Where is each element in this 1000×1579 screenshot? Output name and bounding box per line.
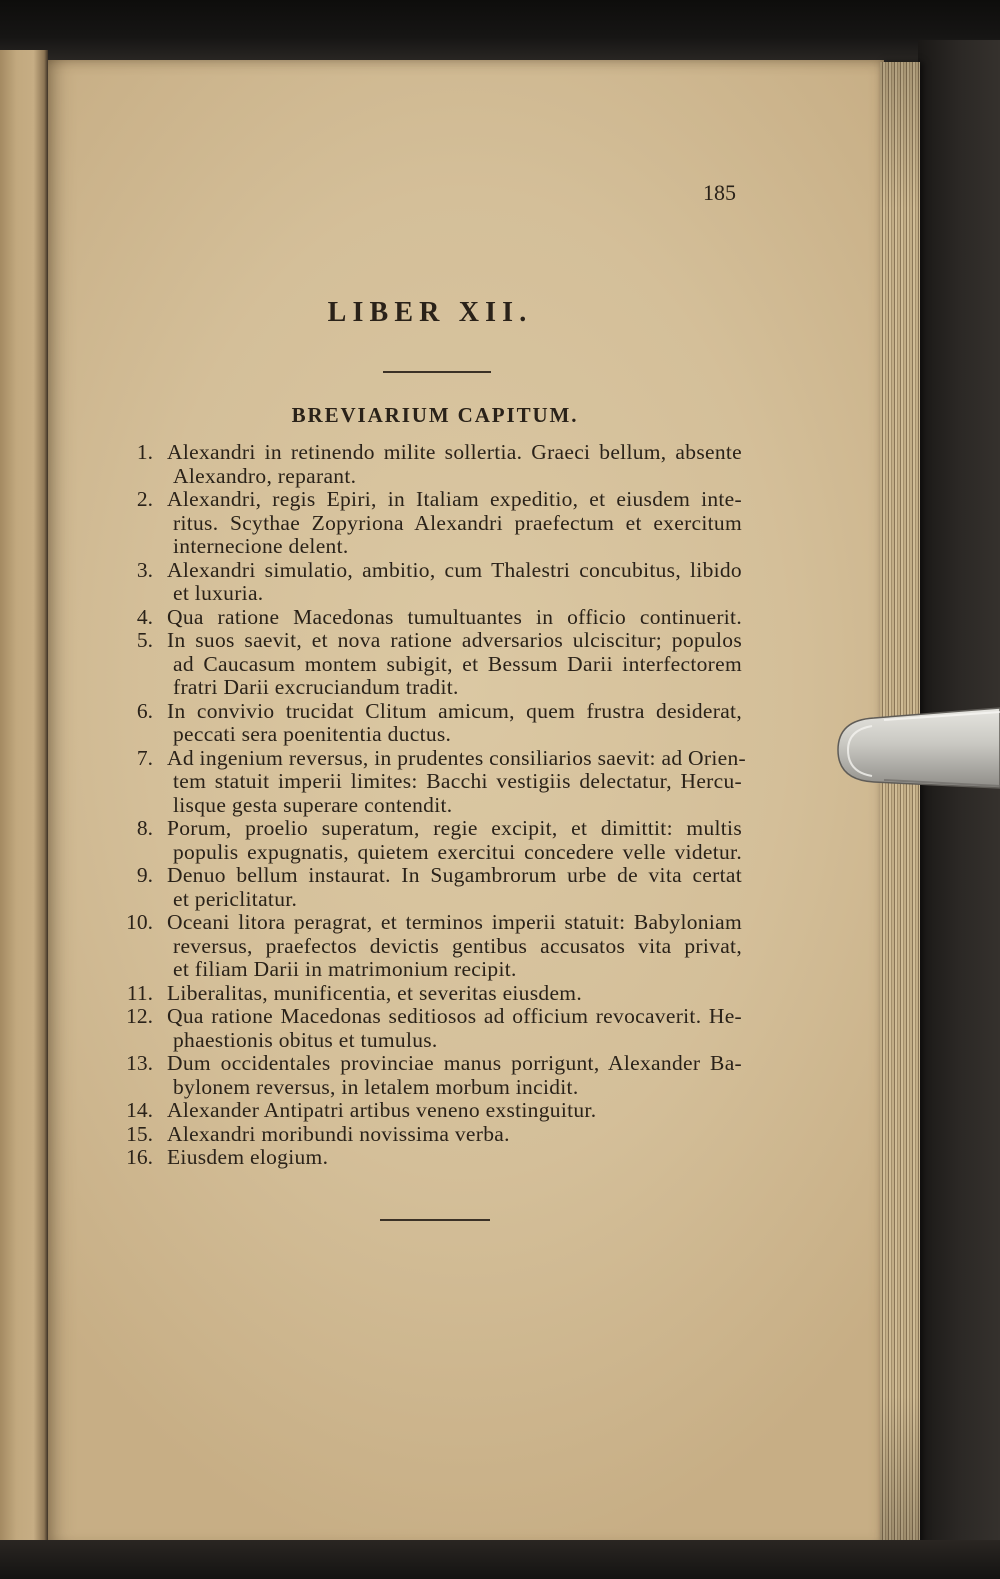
scan-background-top (0, 0, 1000, 62)
chapter-text-line: Alexandri in retinendo milite sollertia. Graeci bellum, absente (167, 440, 742, 464)
chapter-text-line: In convivio trucidat Clitum amicum, quem frustra desiderat, (167, 698, 742, 723)
chapter-number: 1. (136, 440, 153, 464)
chapter-number: 14. (126, 1098, 153, 1122)
chapter-text-line: ritus. Scythae Zopyriona Alexandri praefectum et exercitum (173, 510, 742, 535)
chapter-item (110, 1123, 760, 1147)
chapter-text-line: Qua ratione Macedonas tumultuantes in officio continuerit. (167, 604, 742, 629)
chapter-text-line: bylonem reversus, in letalem morbum incidit. (173, 1074, 579, 1099)
chapter-text-line: Alexandri, regis Epiri, in Italiam expeditio, et eiusdem inte- (167, 487, 742, 511)
chapter-text-line: Qua ratione Macedonas seditiosos ad officium revocaverit. He- (167, 1004, 742, 1028)
chapter-text-line: reversus, praefectos devictis gentibus accusatos vita privat, (173, 933, 742, 958)
chapter-text-line: Porum, proelio superatum, regie excipit, et dimittit: multis (167, 816, 742, 840)
chapter-item (110, 1052, 760, 1099)
chapter-text-line: phaestionis obitus et tumulus. (173, 1027, 438, 1052)
book-title: LIBER XII. (327, 297, 533, 328)
chapter-number: 2. (136, 487, 153, 511)
chapter-text-line: Ad ingenium reversus, in prudentes consiliarios saevit: ad Orien- (167, 745, 746, 770)
chapter-text-line: Alexander Antipatri artibus veneno exstinguitur. (167, 1098, 597, 1122)
metal-page-clip (832, 700, 1000, 800)
chapter-number: 7. (136, 745, 153, 770)
chapter-text-line: et filiam Darii in matrimonium recipit. (173, 957, 517, 981)
chapter-text-line: lisque gesta superare contendit. (173, 792, 453, 817)
chapter-item (110, 559, 760, 606)
chapter-number: 5. (136, 628, 153, 652)
chapter-text-line: populis expugnatis, quietem exercitui concedere velle videtur. (173, 839, 742, 864)
chapter-item (110, 911, 760, 982)
chapter-number: 12. (126, 1004, 153, 1028)
chapter-item (110, 488, 760, 559)
chapter-text-line: In suos saevit, et nova ratione adversarios ulciscitur; populos (167, 628, 742, 652)
chapter-text-line: Alexandri simulatio, ambitio, cum Thalestri concubitus, libido (167, 557, 742, 582)
chapter-text-line: Alexandro, reparant. (173, 463, 357, 488)
chapter-item (110, 606, 760, 630)
chapter-text-line: internecione delent. (173, 534, 349, 558)
chapter-item (110, 700, 760, 747)
chapter-text-line: tem statuit imperii limites: Bacchi vestigiis delectatur, Hercu- (173, 769, 742, 793)
scan-background-bottom (0, 1540, 1000, 1579)
scan-background-right (918, 40, 1000, 1579)
chapter-text-line: Denuo bellum instaurat. In Sugambrorum urbe de vita certat (167, 863, 742, 887)
chapter-number: 8. (136, 816, 153, 840)
chapter-number: 11. (126, 980, 153, 1005)
chapter-item (110, 1146, 760, 1170)
chapter-item (110, 441, 760, 488)
chapter-text-line: Alexandri moribundi novissima verba. (167, 1121, 510, 1146)
chapter-text-line: ad Caucasum montem subigit, et Bessum Darii interfectorem (173, 651, 742, 676)
chapter-text-line: Dum occidentales provinciae manus porrigunt, Alexander Ba- (167, 1051, 742, 1075)
chapter-item (110, 1099, 760, 1123)
page-stack-edges (880, 62, 920, 1544)
chapter-number: 16. (126, 1145, 153, 1169)
chapter-number: 10. (126, 910, 153, 934)
chapter-number: 4. (136, 604, 153, 629)
chapter-text-line: fratri Darii excruciandum tradit. (173, 675, 459, 699)
chapter-number: 6. (136, 698, 153, 723)
chapter-item (110, 747, 760, 818)
chapter-summary-list (110, 441, 760, 1170)
chapter-text-line: et luxuria. (173, 581, 264, 605)
chapter-number: 9. (136, 863, 153, 887)
previous-page-edge (0, 50, 48, 1550)
section-heading: BREVIARIUM CAPITUM. (291, 403, 579, 427)
chapter-item (110, 1005, 760, 1052)
chapter-item (110, 817, 760, 864)
chapter-item (110, 629, 760, 700)
title-divider (383, 371, 491, 373)
chapter-item (110, 982, 760, 1006)
chapter-number: 13. (126, 1051, 153, 1075)
chapter-text-line: Eiusdem elogium. (167, 1145, 329, 1169)
chapter-number: 3. (136, 557, 153, 582)
chapter-text-line: Liberalitas, munificentia, et severitas eiusdem. (167, 980, 582, 1005)
chapter-text-line: Oceani litora peragrat, et terminos imperii statuit: Babyloniam (167, 910, 742, 934)
chapter-number: 15. (126, 1121, 153, 1146)
end-divider (380, 1219, 490, 1221)
chapter-text-line: et periclitatur. (173, 886, 298, 911)
chapter-item (110, 864, 760, 911)
page-number: 185 (703, 180, 736, 205)
chapter-text-line: peccati sera poenitentia ductus. (173, 722, 452, 746)
